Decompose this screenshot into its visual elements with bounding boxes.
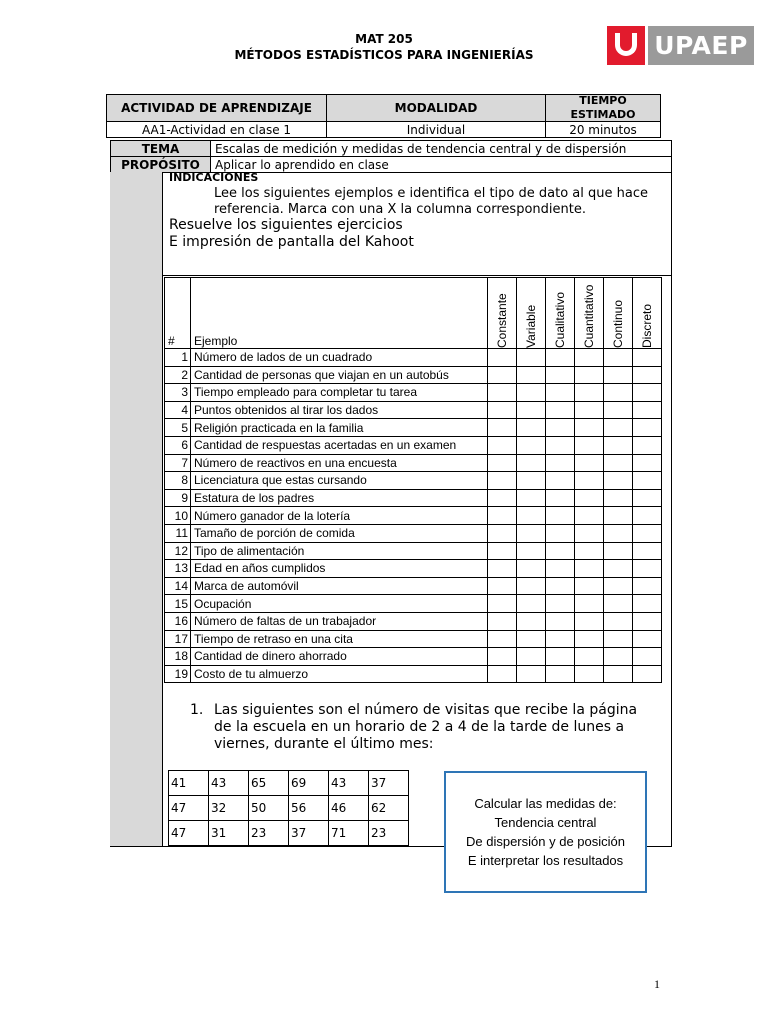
- mark-cell[interactable]: [517, 472, 546, 490]
- table-row: [165, 665, 662, 683]
- mark-cell[interactable]: [517, 419, 546, 437]
- type-header-label: Discreto: [640, 303, 654, 348]
- mark-cell[interactable]: [575, 648, 604, 666]
- mark-cell[interactable]: [575, 472, 604, 490]
- calc-line2: Tendencia central: [494, 815, 597, 830]
- row-number: 6: [165, 436, 191, 454]
- divider: [163, 275, 672, 276]
- mark-cell[interactable]: [546, 401, 575, 419]
- visits-cell: 50: [249, 796, 289, 821]
- mark-cell[interactable]: [546, 665, 575, 683]
- modality-header: MODALIDAD: [326, 94, 546, 122]
- mark-cell[interactable]: [604, 489, 633, 507]
- type-header-continuo: [604, 278, 633, 349]
- mark-cell[interactable]: [575, 401, 604, 419]
- mark-cell[interactable]: [517, 524, 546, 542]
- visits-row: [169, 821, 409, 846]
- mark-cell[interactable]: [488, 384, 517, 402]
- table-row: [165, 349, 662, 367]
- mark-cell[interactable]: [575, 349, 604, 367]
- row-number: 1: [165, 349, 191, 367]
- mark-cell[interactable]: [633, 630, 662, 648]
- visits-cell: 47: [169, 796, 209, 821]
- mark-cell[interactable]: [517, 595, 546, 613]
- mark-cell[interactable]: [488, 630, 517, 648]
- mark-cell[interactable]: [604, 366, 633, 384]
- row-number: 3: [165, 384, 191, 402]
- mark-cell[interactable]: [546, 384, 575, 402]
- mark-cell[interactable]: [517, 454, 546, 472]
- mark-cell[interactable]: [546, 524, 575, 542]
- activity-value: AA1-Actividad en clase 1: [106, 121, 327, 138]
- row-number: 12: [165, 542, 191, 560]
- mark-cell[interactable]: [575, 524, 604, 542]
- type-header-label: Constante: [495, 293, 509, 348]
- visits-cell: 37: [369, 771, 409, 796]
- mark-cell[interactable]: [546, 419, 575, 437]
- mark-cell[interactable]: [604, 542, 633, 560]
- course-code: MAT 205: [355, 32, 413, 46]
- mark-cell[interactable]: [575, 542, 604, 560]
- visits-cell: 69: [289, 771, 329, 796]
- time-header-line2: ESTIMADO: [570, 108, 636, 121]
- row-number: 2: [165, 366, 191, 384]
- mark-cell[interactable]: [488, 349, 517, 367]
- u-icon: [615, 33, 637, 56]
- visits-cell: 71: [329, 821, 369, 846]
- mark-cell[interactable]: [488, 489, 517, 507]
- table-row: [165, 507, 662, 525]
- type-header-discreto: [633, 278, 662, 349]
- mark-cell[interactable]: [517, 366, 546, 384]
- time-header-line1: TIEMPO: [579, 94, 627, 107]
- mark-cell[interactable]: [488, 507, 517, 525]
- mark-cell[interactable]: [633, 542, 662, 560]
- visits-cell: 43: [209, 771, 249, 796]
- exercise-line2: de la escuela en un horario de 2 a 4 de la tarde de lunes a: [214, 719, 625, 735]
- table-row: [165, 401, 662, 419]
- mark-cell[interactable]: [517, 630, 546, 648]
- mark-cell[interactable]: [517, 384, 546, 402]
- indicaciones-line1: Lee los siguientes ejemplos e identifica el tipo de dato al que hace: [214, 186, 648, 201]
- indicaciones-sidebar: [110, 172, 163, 846]
- visits-cell: 31: [209, 821, 249, 846]
- tema-label: TEMA: [110, 140, 211, 157]
- table-row: [165, 366, 662, 384]
- row-example: Tipo de alimentación: [191, 542, 488, 560]
- upaep-logo-text: UPAEP: [648, 26, 754, 65]
- mark-cell[interactable]: [604, 648, 633, 666]
- table-row: [165, 436, 662, 454]
- mark-cell[interactable]: [546, 542, 575, 560]
- mark-cell[interactable]: [517, 401, 546, 419]
- mark-cell[interactable]: [604, 419, 633, 437]
- mark-cell[interactable]: [517, 577, 546, 595]
- row-number: 14: [165, 577, 191, 595]
- table-row: [165, 560, 662, 578]
- mark-cell[interactable]: [604, 524, 633, 542]
- upaep-logo-mark: [607, 26, 645, 65]
- exercise-line1: Las siguientes son el número de visitas que recibe la página: [214, 702, 638, 718]
- exercise-number: 1.: [190, 702, 204, 718]
- row-number: 17: [165, 630, 191, 648]
- mark-cell[interactable]: [546, 472, 575, 490]
- mark-cell[interactable]: [633, 577, 662, 595]
- row-number: 5: [165, 419, 191, 437]
- table-row: [165, 630, 662, 648]
- mark-cell[interactable]: [546, 630, 575, 648]
- indicaciones-label: INDICACIONES: [169, 171, 259, 184]
- mark-cell[interactable]: [488, 648, 517, 666]
- num-header: #: [165, 278, 191, 349]
- mark-cell[interactable]: [488, 524, 517, 542]
- mark-cell[interactable]: [488, 577, 517, 595]
- row-example: Número de reactivos en una encuesta: [191, 454, 488, 472]
- row-number: 13: [165, 560, 191, 578]
- mark-cell[interactable]: [633, 612, 662, 630]
- mark-cell[interactable]: [546, 577, 575, 595]
- activity-header: ACTIVIDAD DE APRENDIZAJE: [106, 94, 327, 122]
- mark-cell[interactable]: [575, 366, 604, 384]
- row-number: 7: [165, 454, 191, 472]
- visits-cell: 23: [369, 821, 409, 846]
- row-number: 15: [165, 595, 191, 613]
- row-example: Estatura de los padres: [191, 489, 488, 507]
- mark-cell[interactable]: [604, 472, 633, 490]
- mark-cell[interactable]: [546, 560, 575, 578]
- mark-cell[interactable]: [575, 419, 604, 437]
- row-example: Cantidad de personas que viajan en un autobús: [191, 366, 488, 384]
- visits-table: [168, 770, 409, 846]
- visits-cell: 32: [209, 796, 249, 821]
- mark-cell[interactable]: [546, 595, 575, 613]
- row-number: 8: [165, 472, 191, 490]
- example-header: Ejemplo: [191, 278, 488, 349]
- visits-cell: 41: [169, 771, 209, 796]
- mark-cell[interactable]: [517, 436, 546, 454]
- mark-cell[interactable]: [575, 560, 604, 578]
- calc-line4: E interpretar los resultados: [467, 853, 624, 868]
- row-example: Número de faltas de un trabajador: [191, 612, 488, 630]
- row-example: Marca de automóvil: [191, 577, 488, 595]
- row-example: Ocupación: [191, 595, 488, 613]
- modality-value: Individual: [326, 121, 546, 138]
- calc-line1: Calcular las medidas de:: [474, 796, 617, 811]
- mark-cell[interactable]: [488, 366, 517, 384]
- mark-cell[interactable]: [575, 577, 604, 595]
- mark-cell[interactable]: [488, 472, 517, 490]
- row-example: Costo de tu almuerzo: [191, 665, 488, 683]
- row-example: Puntos obtenidos al tirar los dados: [191, 401, 488, 419]
- mark-cell[interactable]: [488, 595, 517, 613]
- row-example: Cantidad de respuestas acertadas en un examen: [191, 436, 488, 454]
- mark-cell[interactable]: [546, 489, 575, 507]
- mark-cell[interactable]: [575, 665, 604, 683]
- mark-cell[interactable]: [633, 595, 662, 613]
- mark-cell[interactable]: [575, 489, 604, 507]
- calc-line3: De dispersión y de posición: [466, 834, 625, 849]
- visits-cell: 43: [329, 771, 369, 796]
- mark-cell[interactable]: [604, 349, 633, 367]
- row-example: Edad en años cumplidos: [191, 560, 488, 578]
- proposito-value: Aplicar lo aprendido en clase: [210, 156, 672, 173]
- row-example: Número ganador de la lotería: [191, 507, 488, 525]
- page-number: 1: [654, 977, 660, 991]
- visits-row: [169, 771, 409, 796]
- mark-cell[interactable]: [604, 401, 633, 419]
- row-example: Tiempo de retraso en una cita: [191, 630, 488, 648]
- impresion-text: E impresión de pantalla del Kahoot: [169, 234, 414, 250]
- mark-cell[interactable]: [517, 507, 546, 525]
- table-row: [165, 472, 662, 490]
- row-example: Religión practicada en la familia: [191, 419, 488, 437]
- type-header-label: Cuantitativo: [582, 284, 596, 348]
- course-name: MÉTODOS ESTADÍSTICOS PARA INGENIERÍAS: [234, 48, 534, 62]
- row-example: Número de lados de un cuadrado: [191, 349, 488, 367]
- table-row: [165, 542, 662, 560]
- row-number: 16: [165, 612, 191, 630]
- mark-cell[interactable]: [633, 384, 662, 402]
- tema-value: Escalas de medición y medidas de tendencia central y de dispersión: [210, 140, 672, 157]
- mark-cell[interactable]: [633, 507, 662, 525]
- mark-cell[interactable]: [604, 507, 633, 525]
- mark-cell[interactable]: [604, 630, 633, 648]
- row-number: 11: [165, 524, 191, 542]
- mark-cell[interactable]: [546, 648, 575, 666]
- visits-cell: 46: [329, 796, 369, 821]
- mark-cell[interactable]: [633, 472, 662, 490]
- visits-cell: 47: [169, 821, 209, 846]
- mark-cell[interactable]: [604, 436, 633, 454]
- examples-table: [164, 277, 662, 683]
- visits-cell: 65: [249, 771, 289, 796]
- mark-cell[interactable]: [633, 524, 662, 542]
- table-row: [165, 595, 662, 613]
- mark-cell[interactable]: [546, 612, 575, 630]
- visits-cell: 23: [249, 821, 289, 846]
- visits-cell: 56: [289, 796, 329, 821]
- mark-cell[interactable]: [488, 665, 517, 683]
- row-number: 9: [165, 489, 191, 507]
- type-header-variable: [517, 278, 546, 349]
- mark-cell[interactable]: [575, 612, 604, 630]
- mark-cell[interactable]: [633, 401, 662, 419]
- mark-cell[interactable]: [575, 595, 604, 613]
- mark-cell[interactable]: [575, 507, 604, 525]
- type-header-label: Continuo: [611, 299, 625, 348]
- row-example: Tiempo empleado para completar tu tarea: [191, 384, 488, 402]
- exercise-line3: viernes, durante el último mes:: [214, 736, 434, 752]
- mark-cell[interactable]: [604, 560, 633, 578]
- row-number: 19: [165, 665, 191, 683]
- type-header-label: Variable: [524, 304, 538, 348]
- time-value: 20 minutos: [545, 121, 661, 138]
- row-number: 4: [165, 401, 191, 419]
- mark-cell[interactable]: [633, 560, 662, 578]
- table-row: [165, 454, 662, 472]
- visits-cell: 62: [369, 796, 409, 821]
- mark-cell[interactable]: [604, 454, 633, 472]
- table-row: [165, 384, 662, 402]
- mark-cell[interactable]: [575, 384, 604, 402]
- row-example: Cantidad de dinero ahorrado: [191, 648, 488, 666]
- visits-cell: 37: [289, 821, 329, 846]
- mark-cell[interactable]: [546, 349, 575, 367]
- type-header-label: Cualitativo: [553, 291, 567, 348]
- mark-cell[interactable]: [488, 454, 517, 472]
- mark-cell[interactable]: [517, 612, 546, 630]
- mark-cell[interactable]: [604, 665, 633, 683]
- time-header: [545, 94, 661, 122]
- mark-cell[interactable]: [517, 349, 546, 367]
- row-number: 18: [165, 648, 191, 666]
- type-header-cuantitativo: [575, 278, 604, 349]
- mark-cell[interactable]: [633, 665, 662, 683]
- mark-cell[interactable]: [488, 542, 517, 560]
- mark-cell[interactable]: [488, 401, 517, 419]
- mark-cell[interactable]: [604, 384, 633, 402]
- mark-cell[interactable]: [633, 436, 662, 454]
- mark-cell[interactable]: [488, 612, 517, 630]
- calc-box: [444, 771, 647, 893]
- visits-row: [169, 796, 409, 821]
- mark-cell[interactable]: [517, 560, 546, 578]
- mark-cell[interactable]: [517, 542, 546, 560]
- mark-cell[interactable]: [517, 489, 546, 507]
- table-row: [165, 524, 662, 542]
- table-row: [165, 577, 662, 595]
- table-header-row: [165, 278, 662, 349]
- mark-cell[interactable]: [633, 419, 662, 437]
- table-row: [165, 419, 662, 437]
- mark-cell[interactable]: [575, 630, 604, 648]
- mark-cell[interactable]: [517, 648, 546, 666]
- mark-cell[interactable]: [488, 419, 517, 437]
- mark-cell[interactable]: [488, 560, 517, 578]
- mark-cell[interactable]: [604, 612, 633, 630]
- mark-cell[interactable]: [575, 454, 604, 472]
- mark-cell[interactable]: [633, 366, 662, 384]
- type-header-constante: [488, 278, 517, 349]
- mark-cell[interactable]: [546, 454, 575, 472]
- type-header-cualitativo: [546, 278, 575, 349]
- mark-cell[interactable]: [604, 577, 633, 595]
- table-row: [165, 612, 662, 630]
- table-row: [165, 648, 662, 666]
- row-example: Tamaño de porción de comida: [191, 524, 488, 542]
- row-number: 10: [165, 507, 191, 525]
- indicaciones-line2: referencia. Marca con una X la columna correspondiente.: [214, 202, 586, 217]
- mark-cell[interactable]: [575, 436, 604, 454]
- mark-cell[interactable]: [633, 489, 662, 507]
- mark-cell[interactable]: [517, 665, 546, 683]
- proposito-label: PROPÓSITO: [110, 156, 211, 173]
- mark-cell[interactable]: [546, 366, 575, 384]
- mark-cell[interactable]: [633, 349, 662, 367]
- mark-cell[interactable]: [604, 595, 633, 613]
- row-example: Licenciatura que estas cursando: [191, 472, 488, 490]
- table-row: [165, 489, 662, 507]
- mark-cell[interactable]: [546, 436, 575, 454]
- mark-cell[interactable]: [488, 436, 517, 454]
- mark-cell[interactable]: [633, 454, 662, 472]
- mark-cell[interactable]: [633, 648, 662, 666]
- mark-cell[interactable]: [546, 507, 575, 525]
- resuelve-text: Resuelve los siguientes ejercicios: [169, 217, 403, 233]
